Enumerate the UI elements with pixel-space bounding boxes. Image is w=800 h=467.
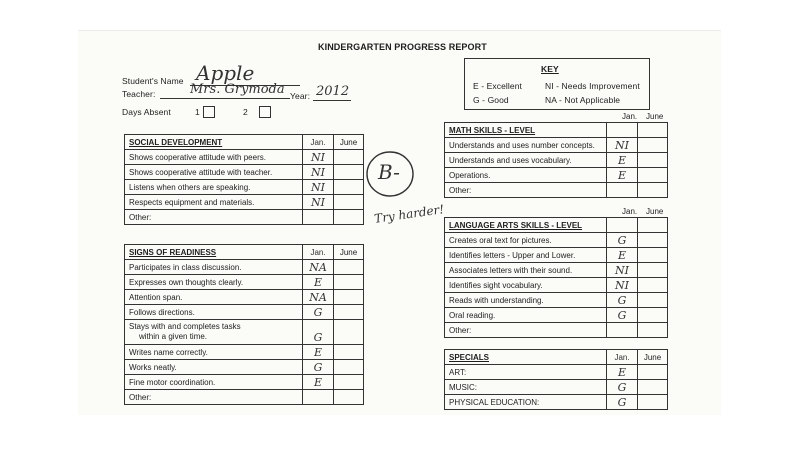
table-row: Identifies letters - Upper and Lower.: [445, 248, 607, 263]
june-cell: [334, 305, 364, 320]
period-1-box: [203, 106, 215, 118]
table-row: Follows directions.: [125, 305, 303, 320]
jan-mark: G: [607, 395, 638, 410]
june-cell: [638, 293, 668, 308]
jan-mark: NI: [607, 263, 638, 278]
period-2-label: 2: [243, 107, 248, 117]
teacher-label: Teacher:: [122, 89, 156, 99]
june-cell: [638, 278, 668, 293]
june-header: June: [334, 135, 364, 150]
signs-of-readiness-table: [124, 244, 364, 405]
table-row: Oral reading.: [445, 308, 607, 323]
june-cell: [334, 150, 364, 165]
june-cell: [334, 390, 364, 405]
key-good: G - Good: [473, 95, 509, 105]
jan-mark: NI: [303, 180, 334, 195]
table-row: Participates in class discussion.: [125, 260, 303, 275]
june-cell: [334, 345, 364, 360]
specials-title: SPECIALS: [445, 350, 607, 365]
jan-mark: G: [607, 233, 638, 248]
jan-mark: G: [303, 360, 334, 375]
jan-mark: NI: [303, 150, 334, 165]
june-cell: [638, 308, 668, 323]
social-development-table: [124, 134, 364, 225]
june-cell: [638, 218, 668, 233]
june-cell: [334, 165, 364, 180]
table-row: Other:: [125, 390, 303, 405]
language-jan-header: Jan.: [622, 207, 638, 216]
table-row: ART:: [445, 365, 607, 380]
jan-mark: G: [607, 293, 638, 308]
table-row: MUSIC:: [445, 380, 607, 395]
table-row: Reads with understanding.: [445, 293, 607, 308]
table-row: Other:: [445, 323, 607, 338]
table-row: [125, 320, 303, 345]
jan-mark: NA: [303, 260, 334, 275]
specials-table: [444, 349, 668, 410]
jan-mark: E: [607, 248, 638, 263]
math-title: MATH SKILLS - LEVEL: [445, 123, 607, 138]
june-cell: [638, 263, 668, 278]
june-cell: [334, 210, 364, 225]
key-box: [464, 58, 650, 110]
june-cell: [638, 395, 668, 410]
june-cell: [638, 248, 668, 263]
year-value: 2012: [316, 84, 350, 99]
table-row: Creates oral text for pictures.: [445, 233, 607, 248]
jan-mark: E: [607, 168, 638, 183]
table-row: Understands and uses number concepts.: [445, 138, 607, 153]
math-june-header: June: [646, 112, 664, 121]
jan-mark: NI: [607, 278, 638, 293]
table-row: Other:: [125, 210, 303, 225]
jan-mark: E: [607, 153, 638, 168]
june-cell: [638, 138, 668, 153]
june-cell: [638, 323, 668, 338]
jan-mark: G: [607, 308, 638, 323]
key-needs-improvement: NI - Needs Improvement: [545, 81, 640, 91]
table-row: Respects equipment and materials.: [125, 195, 303, 210]
period-1-label: 1: [195, 107, 200, 117]
math-skills-table: [444, 122, 668, 198]
jan-mark: G: [303, 320, 334, 345]
june-cell: [638, 183, 668, 198]
year-label: Year:: [290, 91, 311, 101]
row-label-line-2: within a given time.: [139, 332, 208, 341]
jan-mark: [303, 210, 334, 225]
june-cell: [638, 168, 668, 183]
june-header: June: [638, 350, 668, 365]
table-row: Fine motor coordination.: [125, 375, 303, 390]
june-cell: [334, 290, 364, 305]
jan-header: Jan.: [607, 350, 638, 365]
june-cell: [334, 360, 364, 375]
jan-mark: NA: [303, 290, 334, 305]
june-cell: [638, 380, 668, 395]
jan-mark: E: [607, 365, 638, 380]
jan-mark: G: [607, 380, 638, 395]
jan-mark: E: [303, 375, 334, 390]
june-cell: [334, 275, 364, 290]
table-row: Identifies sight vocabulary.: [445, 278, 607, 293]
jan-header: Jan.: [303, 135, 334, 150]
student-name-value: Apple: [196, 61, 255, 85]
jan-mark: NI: [303, 165, 334, 180]
table-row: PHYSICAL EDUCATION:: [445, 395, 607, 410]
june-cell: [334, 260, 364, 275]
jan-mark: [607, 183, 638, 198]
social-title: SOCIAL DEVELOPMENT: [125, 135, 303, 150]
period-2-box: [259, 106, 271, 118]
jan-mark: NI: [303, 195, 334, 210]
jan-header: Jan.: [303, 245, 334, 260]
table-row: Operations.: [445, 168, 607, 183]
language-june-header: June: [646, 207, 664, 216]
table-row: Attention span.: [125, 290, 303, 305]
june-cell: [334, 320, 364, 345]
june-header: June: [334, 245, 364, 260]
jan-mark: [607, 323, 638, 338]
language-title: LANGUAGE ARTS SKILLS - LEVEL: [445, 218, 607, 233]
teacher-comment: Try harder!: [373, 202, 445, 226]
math-jan-header: Jan.: [622, 112, 638, 121]
june-cell: [638, 233, 668, 248]
jan-cell: [607, 218, 638, 233]
jan-mark: [303, 390, 334, 405]
jan-mark: E: [303, 275, 334, 290]
teacher-value: Mrs. Grymoda: [190, 82, 285, 97]
grade-value: B-: [378, 160, 400, 184]
key-excellent: E - Excellent: [473, 81, 523, 91]
table-row: Shows cooperative attitude with peers.: [125, 150, 303, 165]
row-label-line-1: Stays with and completes tasks: [129, 322, 241, 331]
table-row: Associates letters with their sound.: [445, 263, 607, 278]
readiness-title: SIGNS OF READINESS: [125, 245, 303, 260]
language-arts-table: [444, 217, 668, 338]
june-cell: [334, 180, 364, 195]
table-row: Shows cooperative attitude with teacher.: [125, 165, 303, 180]
table-row: Other:: [445, 183, 607, 198]
jan-mark: NI: [607, 138, 638, 153]
jan-mark: E: [303, 345, 334, 360]
key-not-applicable: NA - Not Applicable: [545, 95, 621, 105]
table-row: Writes name correctly.: [125, 345, 303, 360]
june-cell: [334, 375, 364, 390]
jan-mark: G: [303, 305, 334, 320]
report-title: KINDERGARTEN PROGRESS REPORT: [318, 42, 487, 52]
table-row: Understands and uses vocabulary.: [445, 153, 607, 168]
student-name-label: Student's Name: [122, 76, 184, 86]
june-cell: [334, 195, 364, 210]
table-row: Works neatly.: [125, 360, 303, 375]
june-cell: [638, 153, 668, 168]
table-row: Listens when others are speaking.: [125, 180, 303, 195]
june-cell: [638, 123, 668, 138]
june-cell: [638, 365, 668, 380]
table-row: Expresses own thoughts clearly.: [125, 275, 303, 290]
key-title: KEY: [541, 64, 559, 74]
jan-cell: [607, 123, 638, 138]
days-absent-label: Days Absent: [122, 107, 171, 117]
